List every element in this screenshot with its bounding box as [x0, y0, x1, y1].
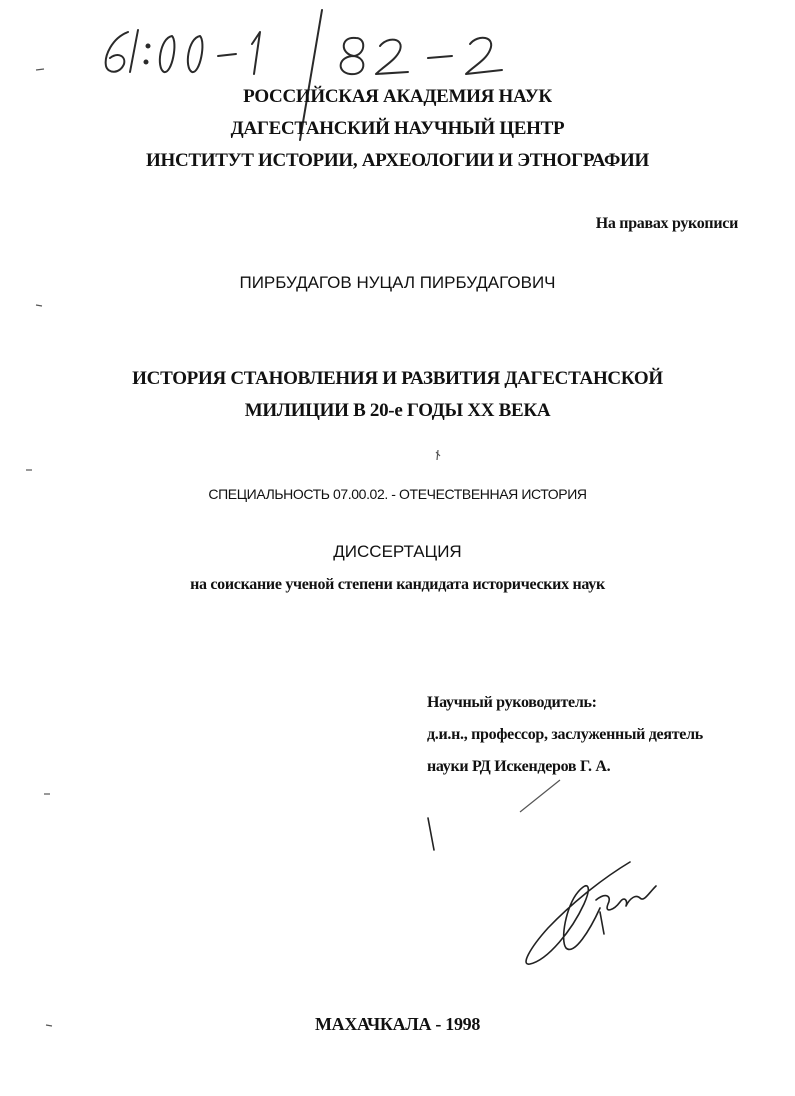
supervisor-name: науки РД Искендеров Г. А. [427, 758, 611, 775]
manuscript-rights-note: На правах рукописи [595, 215, 738, 232]
dissertation-title-line2: МИЛИЦИИ В 20-е ГОДЫ XX ВЕКА [244, 400, 551, 421]
supervisor-signature [428, 818, 656, 964]
research-center-name: ДАГЕСТАНСКИЙ НАУЧНЫЙ ЦЕНТР [230, 118, 565, 139]
author-name: ПИРБУДАГОВ НУЦАЛ ПИРБУДАГОВИЧ [239, 273, 556, 292]
city-year: МАХАЧКАЛА - 1998 [314, 1014, 481, 1034]
supervisor-credentials: д.и.н., профессор, заслуженный деятель [427, 726, 703, 743]
specialty: СПЕЦИАЛЬНОСТЬ 07.00.02. - ОТЕЧЕСТВЕННАЯ ИСТОРИЯ [208, 486, 587, 502]
document-type: ДИССЕРТАЦИЯ [333, 542, 462, 561]
supervisor-block [427, 690, 703, 786]
degree-statement: на соискание ученой степени кандидата исторических наук [190, 576, 605, 593]
supervisor-label: Научный руководитель: [427, 694, 597, 711]
institute-name: ИНСТИТУТ ИСТОРИИ, АРХЕОЛОГИИ И ЭТНОГРАФИИ [145, 150, 650, 171]
dissertation-title-line1: ИСТОРИЯ СТАНОВЛЕНИЯ И РАЗВИТИЯ ДАГЕСТАНСКОЙ [132, 368, 663, 389]
academy-name: РОССИЙСКАЯ АКАДЕМИЯ НАУК [243, 86, 552, 107]
